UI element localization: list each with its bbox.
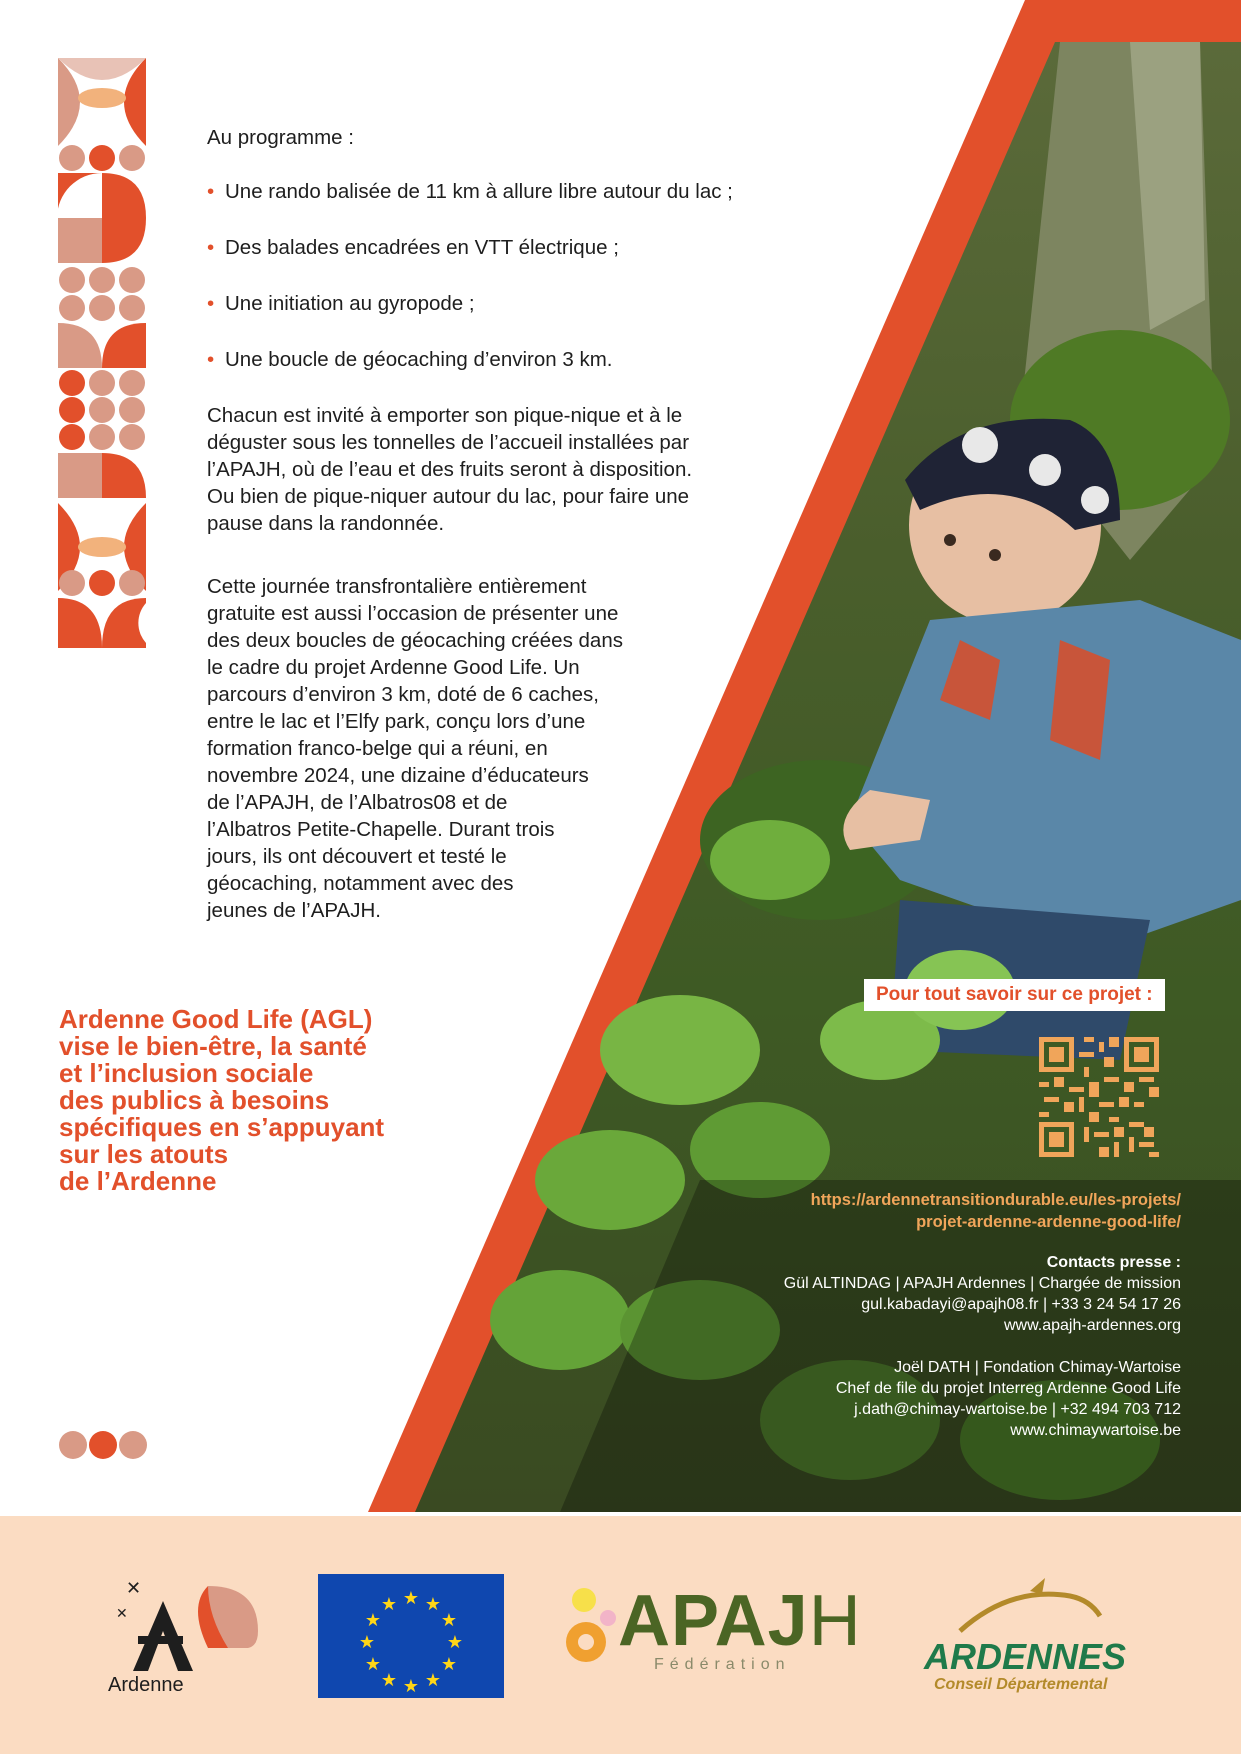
text-line: jours, ils ont découvert et testé le (207, 845, 507, 868)
url-line[interactable]: https://ardennetransitiondurable.eu/les-projets/ (810, 1191, 1181, 1209)
svg-text:★: ★ (440, 1610, 458, 1631)
apajh-letters: APAJ (618, 1581, 809, 1661)
svg-text:★: ★ (424, 1594, 442, 1615)
info-label: Pour tout savoir sur ce projet : (864, 979, 1165, 1011)
flower-icon (562, 1580, 622, 1670)
program-item: • Une initiation au gyropode ; (207, 290, 807, 317)
contact-line: Gül ALTINDAG | APAJH Ardennes | Chargée de mission (783, 1275, 1181, 1292)
text-line: de l’APAJH, de l’Albatros08 et de (207, 791, 508, 814)
svg-text:★: ★ (380, 1670, 398, 1691)
program-item: • Des balades encadrées en VTT électrique ; (207, 234, 807, 261)
contacts-heading: Contacts presse : (1046, 1254, 1181, 1271)
text-line: déguster sous les tonnelles de l’accueil installées par (207, 431, 690, 454)
text-line: Cette journée transfrontalière entièrement (207, 575, 587, 598)
text-line: géocaching, notamment avec des (207, 872, 514, 895)
ardennes-subtitle: Conseil Départemental (934, 1676, 1108, 1693)
svg-text:✕: ✕ (116, 1605, 128, 1621)
svg-text:★: ★ (402, 1588, 420, 1609)
contact-line[interactable]: j.dath@chimay-wartoise.be | +32 494 703 712 (854, 1401, 1181, 1418)
contact-line[interactable]: www.chimaywartoise.be (1010, 1422, 1181, 1439)
svg-text:★: ★ (440, 1654, 458, 1675)
contact-line[interactable]: www.apajh-ardennes.org (1004, 1317, 1181, 1334)
text-line: jeunes de l’APAJH. (207, 899, 381, 922)
contact-line: Chef de file du projet Interreg Ardenne Good Life (835, 1380, 1181, 1397)
press-contacts (784, 1252, 1181, 1441)
geocaching-paragraph (207, 573, 727, 924)
ardenne-logo-text: Ardenne (108, 1674, 184, 1696)
tagline-line: sur les atouts (59, 1139, 229, 1169)
svg-text:★: ★ (446, 1632, 464, 1653)
agl-tagline (59, 1006, 479, 1195)
text-line: Chacun est invité à emporter son pique-nique et à le (207, 404, 683, 427)
contact-line: Joël DATH | Fondation Chimay-Wartoise (894, 1359, 1181, 1376)
apajh-subtitle: Fédération (654, 1656, 791, 1673)
tagline-line: Ardenne Good Life (AGL) (59, 1004, 373, 1034)
text-line: Ou bien de pique-niquer autour du lac, pour faire une (207, 485, 690, 508)
spacer (784, 1336, 1181, 1357)
project-url[interactable] (811, 1189, 1181, 1233)
svg-text:✕: ✕ (126, 1578, 142, 1598)
tagline-line: des publics à besoins (59, 1085, 330, 1115)
text-line: pause dans la randonnée. (207, 512, 445, 535)
svg-text:★: ★ (358, 1632, 376, 1653)
program-intro: Au programme : (207, 126, 354, 149)
tagline-line: vise le bien-être, la santé (59, 1031, 367, 1061)
text-line: parcours d’environ 3 km, doté de 6 caches, (207, 683, 599, 706)
svg-text:★: ★ (364, 1654, 382, 1675)
apajh-wordmark (618, 1580, 862, 1662)
ardennes-logo (920, 1576, 1140, 1696)
tagline-line: de l’Ardenne (59, 1166, 217, 1196)
text-line: gratuite est aussi l’occasion de présenter une (207, 602, 619, 625)
text-line: l’Albatros Petite-Chapelle. Durant trois (207, 818, 555, 841)
eu-flag (318, 1574, 504, 1698)
svg-text:★: ★ (402, 1676, 420, 1697)
apajh-h-letter: H (808, 1581, 862, 1661)
svg-text:★: ★ (424, 1670, 442, 1691)
text-line: le cadre du projet Ardenne Good Life. Un (207, 656, 580, 679)
contact-line[interactable]: gul.kabadayi@apajh08.fr | +33 3 24 54 17 26 (861, 1296, 1181, 1313)
program-item: • Une rando balisée de 11 km à allure libre autour du lac ; (207, 178, 807, 205)
svg-text:★: ★ (364, 1610, 382, 1631)
text-line: l’APAJH, où de l’eau et des fruits seront à disposition. (207, 458, 693, 481)
url-line[interactable]: projet-ardenne-ardenne-good-life/ (916, 1213, 1181, 1231)
program-item: • Une boucle de géocaching d’environ 3 km. (207, 346, 807, 373)
picnic-paragraph (207, 402, 807, 537)
decorative-pattern (58, 58, 146, 648)
ardennes-name: ARDENNES (924, 1636, 1127, 1677)
svg-text:★: ★ (380, 1594, 398, 1615)
qr-code[interactable] (1039, 1037, 1159, 1157)
tagline-line: spécifiques en s’appuyant (59, 1112, 385, 1142)
decorative-dots (59, 1430, 149, 1460)
tagline-line: et l’inclusion sociale (59, 1058, 314, 1088)
text-line: entre le lac et l’Elfy park, conçu lors d’une (207, 710, 586, 733)
text-line: des deux boucles de géocaching créées dans (207, 629, 623, 652)
bird-icon (920, 1576, 1140, 1636)
apajh-logo (562, 1580, 862, 1680)
text-line: novembre 2024, une dizaine d’éducateurs (207, 764, 589, 787)
text-line: formation franco-belge qui a réuni, en (207, 737, 548, 760)
program-section (207, 124, 807, 537)
ardenne-logo (108, 1576, 268, 1698)
ardenne-logo-mark (108, 1576, 268, 1676)
